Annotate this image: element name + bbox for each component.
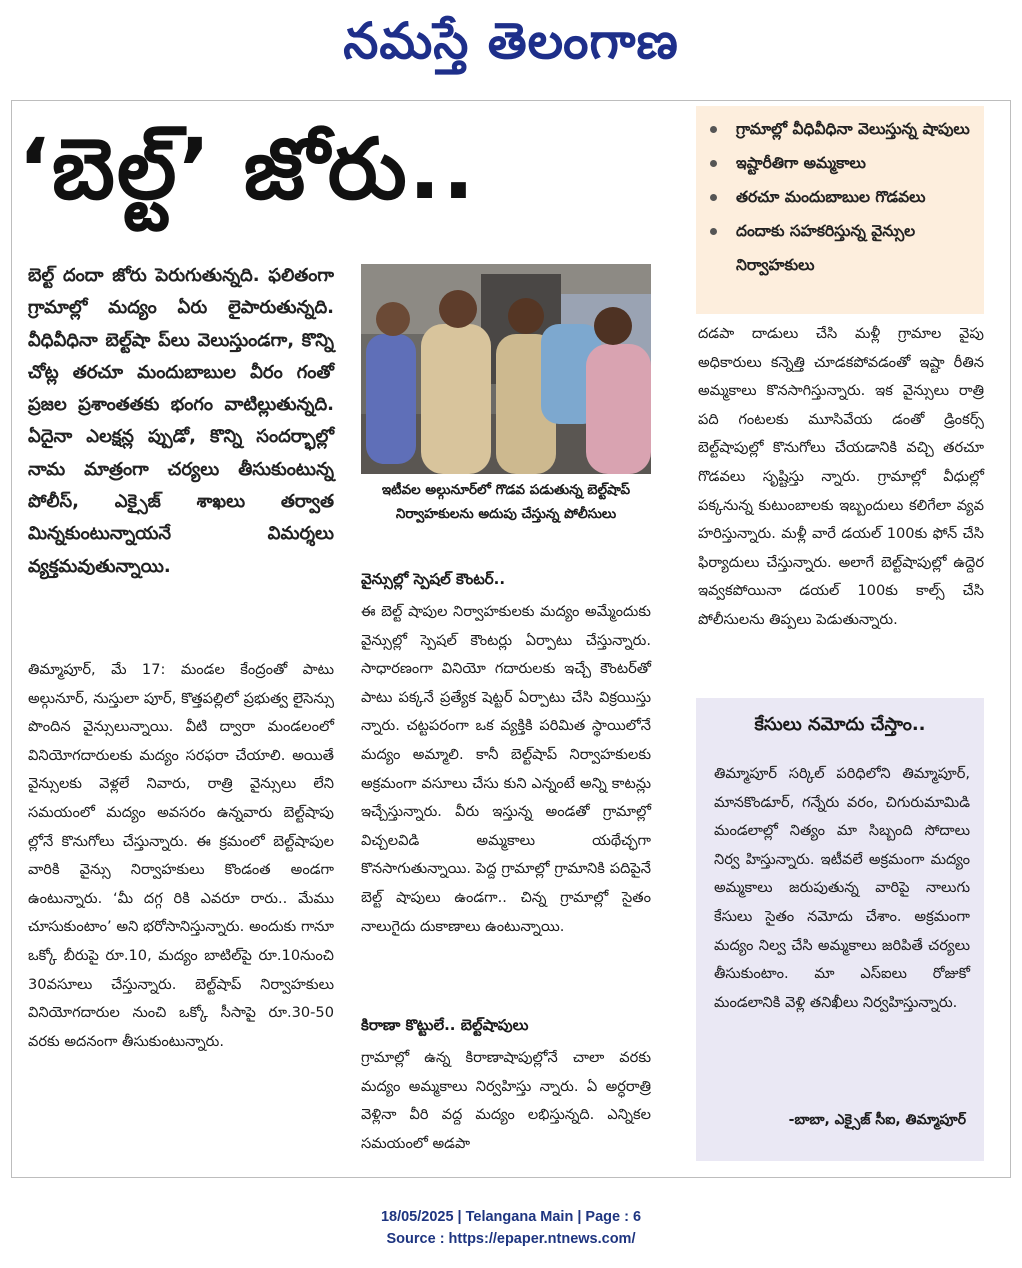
quote-signature: -బాబా, ఎక్సైజ్ సీఐ, తిమ్మాపూర్: [788, 1112, 966, 1128]
column-2-text: ఈ బెల్ట్ షాపుల నిర్వాహకులకు మద్యం అమ్మేందుకు వైన్సుల్లో స్పెషల్ కౌంటర్లు ఏర్పాటు చేస్తున్నారు. సాధారణంగా వినియో గదారులకు ఇచ్చే కౌంటర్‌తో పాటు పక్కనే ప్రత్యేక షెట్టర్ ఏర్పాటు చేసి విక్రయిస్తు న్నారు. చట్టపరంగా ఒక వ్యక్తికి పరిమిత స్థాయిలోనే మద్యం అమ్మాలి. కానీ బెల్ట్‌షాప్ నిర్వాహకులకు అక్రమంగా వసూలు చేసు కుని ఎన్నంటే అన్ని కాటన్లు ఇచ్చేస్తున్నారు. వీరు ఇస్తున్న అండతో గ్రామాల్లో విచ్చలవిడి అమ్మకాలు యథేచ్ఛగా కొనసాగుతున్నాయి. పెద్ద గ్రామాల్లో గ్రామానికి పదిపైనే బెల్ట్ షాపులు ఉండగా.. చిన్న గ్రామాల్లో సైతం నాలుగైదు దుకాణాలు ఉంటున్నాయి.: [361, 603, 651, 935]
highlight-item: [706, 180, 976, 214]
police-scuffle-photo: [361, 264, 651, 474]
column-3-body: [698, 320, 984, 635]
column-2b-text: గ్రామాల్లో ఉన్న కిరాణాషాపుల్లోనే చాలా వరకు మద్యం అమ్మకాలు నిర్వహిస్తు న్నారు. ఏ అర్ధరాత్రి వెళ్లినా వీరి వద్ద మద్యం లభిస్తున్నది. ఎన్నికల సమయంలో అడపా: [361, 1049, 651, 1152]
bullet-icon: [710, 126, 717, 133]
page-footer: [0, 1206, 1022, 1250]
quote-box-title: కేసులు నమోదు చేస్తాం..: [754, 714, 926, 735]
highlight-text: గ్రామాల్లో వీధివీధినా వెలుస్తున్న షాపులు: [736, 120, 970, 138]
highlight-text: దందాకు సహకరిస్తున్న వైన్సుల నిర్వాహకులు: [736, 222, 916, 274]
lead-paragraph: [28, 260, 334, 583]
highlight-text: తరచూ మందుబాబుల గొడవలు: [736, 188, 926, 206]
newspaper-logo: నమస్తే తెలంగాణ: [343, 12, 679, 70]
column-3-text: దడపా దాడులు చేసి మళ్లీ గ్రామాల వైపు అధికారులు కన్నెత్తి చూడకపోవడంతో ఇష్టా రీతిన అమ్మకాలు కొనసాగిస్తున్నారు. ఇక వైన్సులు రాత్రి పది గంటలకు మూసివేయ డంతో డ్రింకర్స్ బెల్ట్‌షాపుల్లో కొనుగోలు చేయడానికి వచ్చి తరచూ గొడవలు సృష్టిస్తు న్నారు. గ్రామాల్లో వీధుల్లో పక్కనున్న కుటుంబాలకు ఇబ్బందులు కలిగేలా వ్యవ హరిస్తున్నారు. మళ్లీ వారే డయల్ 100కు ఫోన్ చేసి ఫిర్యాదులు చేస్తున్నారు. అలాగే బెల్ట్‌షాపుల్లో ఉద్దెర ఇవ్వకపోయినా డయల్ 100కు కాల్స్ చేసి పోలీసులను తిప్పలు పెడుతున్నారు.: [698, 325, 984, 628]
subhead-kirana-shops: కిరాణా కొట్టులే.. బెల్ట్‌షాపులు: [361, 1016, 529, 1034]
headline: ‘బెల్ట్’ జోరు..: [18, 120, 477, 218]
bullet-icon: [710, 160, 717, 167]
column-2b-body: [361, 1044, 651, 1158]
bullet-icon: [710, 194, 717, 201]
quote-box-body: తిమ్మాపూర్ సర్కిల్ పరిధిలోని తిమ్మాపూర్, మానకొండూర్, గన్నేరు వరం, చిగురుమామిడి మండలాల్లో నిత్యం మా సిబ్బంది సోదాలు నిర్వ హిస్తున్నారు. ఇటీవలే అక్రమంగా మద్యం అమ్మకాలు జరుపుతున్న వారిపై నాలుగు కేసులు సైతం నమోదు చేశాం. అక్రమంగా మద్యం నిల్వ చేసి అమ్మకాలు జరిపితే చర్యలు తీసుకుంటాం. మా ఎస్ఐలు రోజుకో మండలానికి వెళ్లి తనిఖీలు నిర్వహిస్తున్నారు.: [714, 765, 970, 1011]
footer-source-link[interactable]: Source : https://epaper.ntnews.com/: [386, 1231, 636, 1247]
quote-box: [696, 698, 984, 1161]
subhead-special-counter: వైన్సుల్లో స్పెషల్ కౌంటర్..: [361, 570, 506, 588]
highlight-item: [706, 146, 976, 180]
highlight-item: [706, 112, 976, 146]
highlight-text: ఇష్టారీతిగా అమ్మకాలు: [736, 154, 866, 172]
news-photo: [361, 264, 651, 474]
bullet-icon: [710, 228, 717, 235]
highlights-box: [696, 106, 984, 314]
column-1-body: [28, 656, 334, 1056]
masthead: [0, 6, 1022, 76]
footer-edition-info: 18/05/2025 | Telangana Main | Page : 6: [380, 1209, 642, 1225]
photo-caption: ఇటీవల అల్గునూర్‌లో గొడవ పడుతున్న బెల్ట్‌షాప్ నిర్వాహకులను అదుపు చేస్తున్న పోలీసులు: [381, 482, 631, 522]
highlight-item: [706, 214, 976, 282]
column-2-body: [361, 598, 651, 941]
lead-text: బెల్ట్ దందా జోరు పెరుగుతున్నది. ఫలితంగా గ్రామాల్లో మద్యం ఏరు లైపారుతున్నది. వీధివీధినా బెల్ట్‌షా ప్‌లు వెలుస్తుండగా, కొన్ని చోట్ల తరచూ మందుబాబుల వీరం గంతో ప్రజల ప్రశాంతతకు భంగం వాటిల్లుతున్నది. ఏదైనా ఎలక్షన్ల ప్పుడో, కొన్ని సందర్భాల్లో నామ మాత్రంగా చర్యలు తీసుకుంటున్న పోలీస్, ఎక్సైజ్ శాఖలు తర్వాత మిన్నకుంటున్నాయనే విమర్శలు వ్యక్తమవుతున్నాయి.: [28, 265, 334, 577]
highlights-list: [696, 106, 984, 282]
column-1-text: తిమ్మాపూర్, మే 17: మండల కేంద్రంతో పాటు అల్గునూర్, నుస్తులా పూర్, కొత్తపల్లిలో ప్రభుత్వ లైసెన్సు పొందిన వైన్సులున్నాయి. వీటి ద్వారా మండలంలో వినియోగదారులకు మద్యం సరఫరా చేయాలి. అయితే వైన్సులకు వెళ్లలే నివారు, రాత్రి వైన్సులు లేని సమయంలో మద్యం అవసరం ఉన్నవారు బెల్ట్‌షాపు ల్లోనే కొనుగోలు చేస్తున్నారు. ఈ క్రమంలో బెల్ట్‌షాపుల వారికి వైన్సు నిర్వాహకులు కొండంత అండగా ఉంటున్నారు. ‘మీ దగ్గ రికి ఎవరూ రారు.. మేము చూసుకుంటాం’ అని భరోసానిస్తున్నారు. అందుకు గానూ ఒక్కో బీరుపై రూ.10, మద్యం బాటిల్‌పై రూ.10నుంచి 30వసూలు చేస్తున్నారు. బెల్ట్‌షాప్ నిర్వాహకులు వినియోగదారుల నుంచి ఒక్కో సీసాపై రూ.30-50 వరకు అదనంగా తీసుకుంటున్నారు.: [28, 661, 334, 1050]
